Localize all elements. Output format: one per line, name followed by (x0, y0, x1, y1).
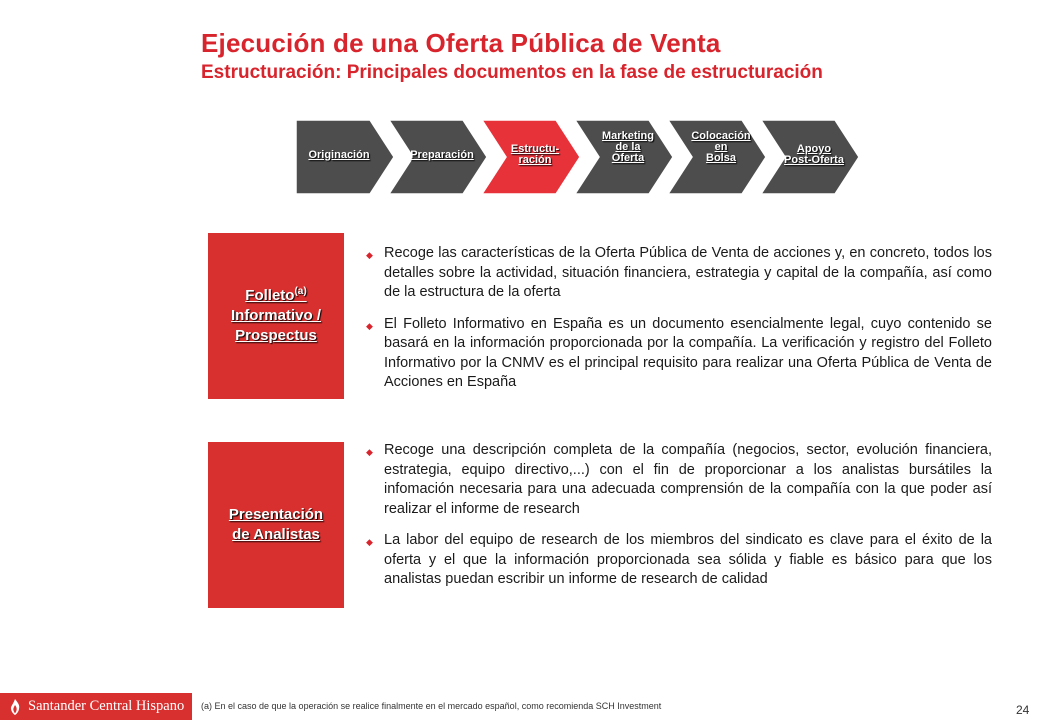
folleto-footnote-mark: (a) (294, 286, 307, 297)
step-label-preparacion: Preparación (410, 148, 474, 161)
folleto-box-line2: Informativo / (230, 307, 321, 324)
bullet-item: ◆ La labor del equipo de research de los miembros del sindicato es clave para el éxito de la oferta y el que la información proporcionada sea sólida y fiable es básico para que los analistas puedan escribir un informe de research de calidad (366, 532, 992, 587)
step-label-colocacion: Colocación en Bolsa (691, 129, 751, 164)
flame-icon (8, 698, 22, 716)
folleto-bullets (364, 244, 992, 405)
step-label-marketing: Marketing de la Oferta (602, 129, 654, 164)
bullet-item: ◆ Recoge las características de la Oferta Pública de Venta de acciones y, en concreto, todos los detalles sobre la actividad, situación financiera, estrategia y capital de la compañía, así como de la estructura de la oferta (366, 245, 992, 300)
folleto-box (208, 233, 344, 399)
folleto-box-line3: Prospectus (235, 327, 317, 344)
step-label-originacion: Originación (308, 148, 370, 161)
diamond-bullet-icon: ◆ (366, 320, 373, 331)
step-label-apoyo: Apoyo Post-Oferta (784, 143, 844, 166)
footnote: (a) En el caso de que la operación se realice finalmente en el mercado español, como recomienda SCH Investment (201, 701, 662, 711)
presentacion-box-line1: Presentación (228, 506, 324, 523)
diamond-bullet-icon: ◆ (366, 250, 373, 260)
brand-name: Santander Central Hispano (28, 698, 185, 714)
page-subtitle: Estructuración: Principales documentos en la fase de estructuración (201, 62, 823, 83)
presentacion-box (208, 442, 344, 608)
diamond-bullet-icon: ◆ (366, 537, 373, 547)
folleto-box-line1: Folleto$^{(a)}$ (245, 286, 307, 304)
step-label-estructuracion: Estructu- ración (510, 143, 560, 166)
bullet-item: ◆ Recoge una descripción completa de la compañía (negocios, sector, evolución financiera, estrategia, equipo directivo,...) con el fin de proporcionar a los analistas bursátiles la infomación necesaria para una adecuada comprensión de la compañía con la que poder así realizar el informe de research (366, 442, 992, 517)
page-number: 24 (1016, 703, 1030, 717)
presentacion-box-line2: de Analistas (232, 526, 320, 543)
brand-logo (0, 693, 192, 720)
process-chevrons (296, 120, 896, 194)
diamond-bullet-icon: ◆ (366, 447, 373, 457)
presentacion-bullets (364, 441, 992, 602)
bullet-item: ◆ El Folleto Informativo en España es un documento esencialmente legal, cuyo contenido se basará en la información proporcionada por la compañía. La verificación y registro del Folleto Informativo por la CNMV es el principal requisito para realizar una Oferta Pública de Venta de Acciones en España (366, 315, 992, 390)
page-title: Ejecución de una Oferta Pública de Venta (201, 28, 721, 58)
